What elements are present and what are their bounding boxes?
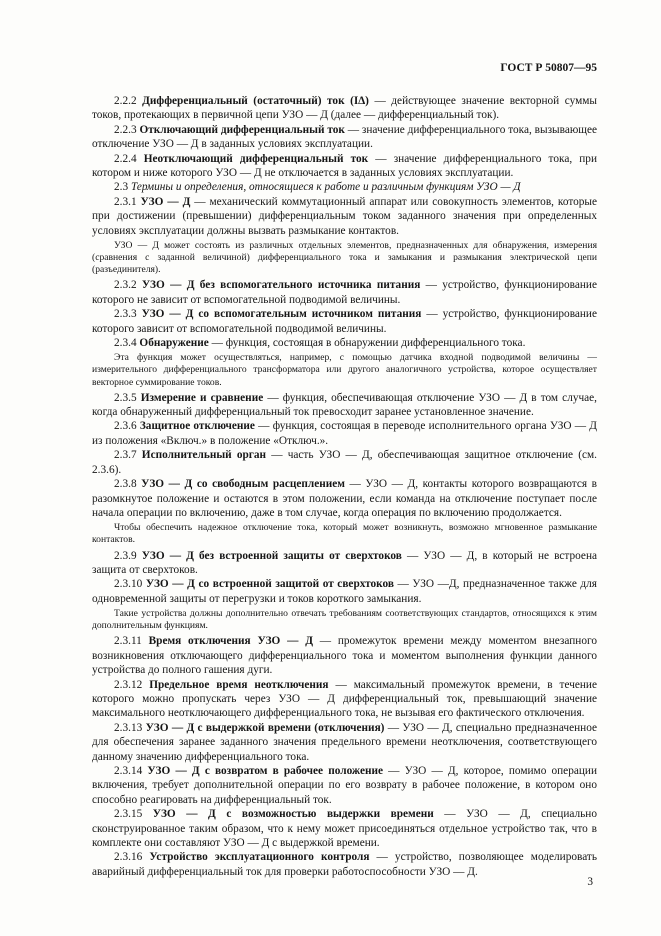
clause-number: 2.3.5 <box>114 391 137 404</box>
defined-term: УЗО — Д без встроенной защиты от сверхтоков <box>141 549 402 562</box>
definition-paragraph <box>92 850 597 879</box>
document-header: ГОСТ Р 50807—95 <box>500 62 597 74</box>
definition-paragraph <box>92 477 597 520</box>
clause-number: 2.3.7 <box>114 449 137 462</box>
clause-number: 2.3.9 <box>114 549 137 562</box>
definition-text: — устройство, функционирование которого зависит от вспомогательной подводимой величины. <box>92 308 597 335</box>
defined-term: УЗО — Д со свободным расцеплением <box>141 478 345 491</box>
clause-number: 2.3.1 <box>114 195 137 208</box>
definition-paragraph <box>92 721 597 764</box>
clause-number: 2.3.10 <box>114 578 143 591</box>
defined-term: УЗО — Д с выдержкой времени (отключения) <box>145 721 385 734</box>
definition-paragraph <box>92 307 597 336</box>
clause-number: 2.3.2 <box>114 279 137 292</box>
defined-term: Предельное время неотключения <box>149 678 329 691</box>
clause-number: 2.3.6 <box>114 420 137 433</box>
definition-paragraph <box>92 195 597 238</box>
section-number: 2.3 <box>114 181 129 194</box>
definition-text: — УЗО — Д, специально сконструированное таким образом, что к нему может присоединяться отдельное устройство так, что в комплекте они составляют УЗО — Д с выдержкой времени. <box>92 808 597 849</box>
section-heading <box>92 180 597 194</box>
clause-number: 2.2.4 <box>114 152 137 165</box>
defined-term: УЗО — Д без вспомогательного источника питания <box>141 279 421 292</box>
defined-term: УЗО — Д со встроенной защитой от сверхтоков <box>145 578 394 591</box>
defined-term: УЗО — Д <box>140 195 191 208</box>
defined-term: Исполнительный орган <box>141 449 267 462</box>
definition-paragraph <box>92 678 597 721</box>
section-title: Термины и определения, относящиеся к работе и различным функциям УЗО — Д <box>130 181 521 194</box>
defined-term: Обнаружение <box>139 336 209 349</box>
definition-paragraph <box>92 549 597 578</box>
definition-paragraph <box>92 807 597 850</box>
definition-paragraph <box>92 123 597 152</box>
definition-text: — функция, обеспечивающая отключение УЗО — Д в том случае, когда обнаруженный дифференциальный ток превосходит заранее установленное значение. <box>92 391 598 419</box>
definition-text: — УЗО — Д, контакты которого возвращаются в разомкнутое положение и остаются в этом положении, если команда на отключение поступает после начала операции по включению, даже в том случае, когда операция по включению продолжается. <box>92 478 597 519</box>
definition-paragraph <box>92 764 597 807</box>
note-paragraph: УЗО — Д может состоять из различных отдельных элементов, предназначенных для обнаружения, измерения (сравнения с заданной величиной) дифференциального тока и замыкания и размыкания электрической цепи (разъединителя). <box>92 240 597 276</box>
definition-text: — УЗО —Д, предназначенное также для одновременной защиты от перегрузки и токов короткого замыкания. <box>92 578 598 605</box>
defined-term: Защитное отключение <box>139 420 255 433</box>
page-number: 3 <box>587 876 593 888</box>
defined-term: Неотключающий дифференциальный ток <box>143 152 369 165</box>
definition-paragraph <box>92 152 597 181</box>
clause-number: 2.3.11 <box>114 635 142 648</box>
clause-number: 2.3.8 <box>114 478 137 491</box>
defined-term: Измерение и сравнение <box>140 391 264 404</box>
definition-text: — УЗО — Д, которое, помимо операции включения, требует дополнительной операции по его возврату в рабочее положение, в котором оно способно реагировать на дифференциальный ток. <box>92 764 597 806</box>
definition-paragraph <box>92 391 597 420</box>
clause-number: 2.3.15 <box>114 808 143 821</box>
definition-text: — функция, состоящая в обнаружении дифференциального тока. <box>208 336 526 349</box>
defined-term: УЗО — Д с возможностью выдержки времени <box>152 808 434 821</box>
clause-number: 2.3.13 <box>114 721 143 734</box>
definition-paragraph <box>92 278 597 307</box>
definition-text: — устройство, функционирование которого не зависит от вспомогательной подводимой величины. <box>92 279 597 306</box>
definition-text: — значение дифференциального тока, вызывающее отключение УЗО — Д в заданных условиях эксплуатации. <box>92 123 597 151</box>
clause-number: 2.3.4 <box>114 336 137 349</box>
definition-paragraph <box>92 94 597 123</box>
defined-term: УЗО — Д со вспомогательным источником питания <box>141 308 422 321</box>
note-paragraph: Эта функция может осуществляться, например, с помощью датчика входной подводимой величины — измерительного дифференциального трансформатора или другого аналогичного устройства, которое осуществляет векторное суммирование токов. <box>92 352 597 388</box>
definition-paragraph <box>92 419 597 448</box>
definition-paragraph <box>92 336 597 350</box>
clause-number: 2.3.3 <box>114 308 137 321</box>
defined-term: Дифференциальный (остаточный) ток (I∆) <box>142 95 369 107</box>
definition-paragraph <box>92 634 597 677</box>
note-paragraph: Такие устройства должны дополнительно отвечать требованиям соответствующих стандартов, относящихся к этим дополнительным функциям. <box>92 608 597 632</box>
note-paragraph: Чтобы обеспечить надежное отключение тока, который может возникнуть, возможно мгновенное размыкание контактов. <box>92 522 597 546</box>
document-body <box>92 94 597 879</box>
definition-text: — промежуток времени между моментом внезапного возникновения отключающего дифференциального тока и моментом выполнения функции данного устройства до полного гашения дуги. <box>92 635 597 677</box>
definition-text: — значение дифференциального тока, при котором и ниже которого УЗО — Д не отключается в заданных условиях эксплуатации. <box>92 152 598 180</box>
definition-paragraph <box>92 448 597 477</box>
definition-text: — устройство, позволяющее моделировать аварийный дифференциальный ток для проверки работоспособности УЗО — Д. <box>92 851 598 878</box>
defined-term: Устройство эксплуатационного контроля <box>149 851 370 864</box>
clause-number: 2.3.16 <box>114 851 143 864</box>
definition-text: — функция, состоящая в переводе исполнительного органа УЗО — Д из положения «Включ.» в положение «Отключ.». <box>92 420 597 447</box>
clause-number: 2.2.2 <box>114 95 137 107</box>
definition-text: — часть УЗО — Д, обеспечивающая защитное отключение (см. 2.3.6). <box>92 449 598 476</box>
defined-term: Отключающий дифференциальный ток <box>139 123 345 136</box>
defined-term: Время отключения УЗО — Д <box>148 635 313 648</box>
definition-text: — механический коммутационный аппарат или совокупность элементов, которые при достижении (превышении) дифференциальным током заданного значения при определенных условиях эксплуатации должны вызвать размыкание контактов. <box>92 195 598 237</box>
clause-number: 2.3.12 <box>114 678 143 691</box>
clause-number: 2.2.3 <box>114 123 137 136</box>
definition-text: — УЗО — Д, специально предназначенное для обеспечения заранее заданного значения предельного времени неотключения, соответствующего данному значению дифференциального тока. <box>92 721 598 763</box>
definition-text: — максимальный промежуток времени, в течение которого можно пропускать через УЗО — Д дифференциальный ток, превышающий значение максимального неотключающего дифференциального тока, не вызывая его фактического отключения. <box>92 678 597 720</box>
clause-number: 2.3.14 <box>114 764 143 777</box>
defined-term: УЗО — Д с возвратом в рабочее положение <box>147 764 384 777</box>
definition-text: — действующее значение векторной суммы токов, протекающих в первичной цепи УЗО — Д (далее — дифференциальный ток). <box>92 95 597 122</box>
definition-paragraph <box>92 577 597 606</box>
definition-text: — УЗО — Д, в который не встроена защита от сверхтоков. <box>92 549 598 576</box>
